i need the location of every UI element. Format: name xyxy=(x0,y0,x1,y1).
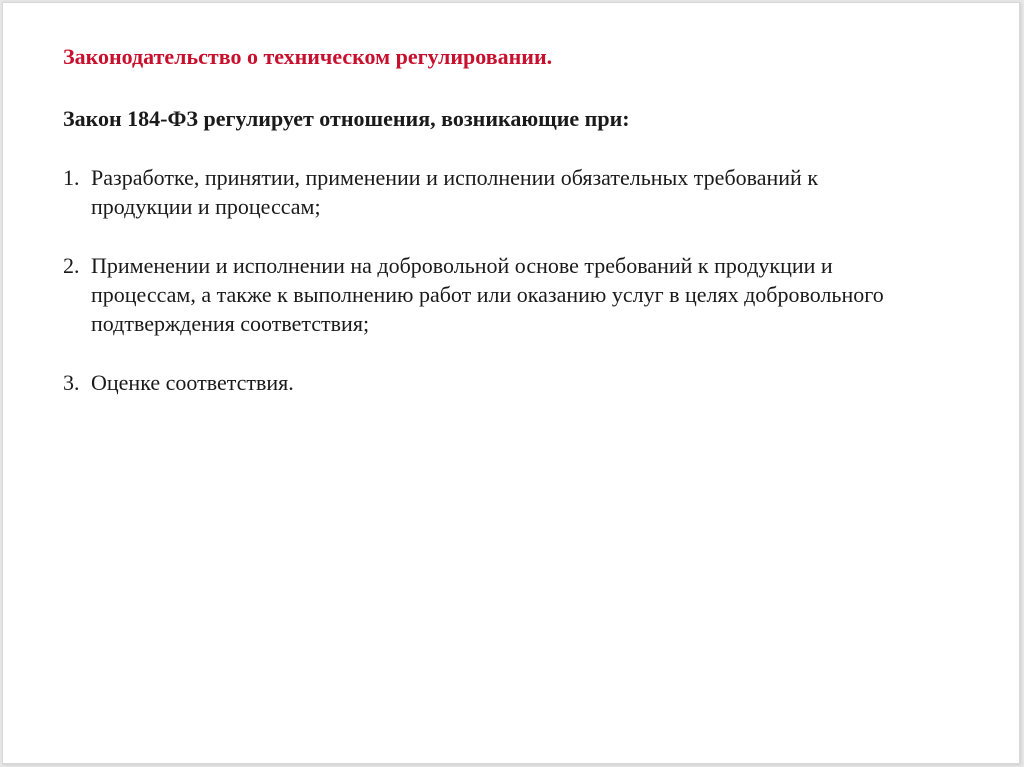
list-item-number: 2. xyxy=(63,253,80,278)
slide xyxy=(2,2,1020,764)
list-item-number: 3. xyxy=(63,370,80,395)
intro-text: Закон 184-ФЗ регулирует отношения, возникающие при: xyxy=(63,106,630,131)
list-item-number: 1. xyxy=(63,165,80,190)
list-item xyxy=(63,368,923,397)
list-item-text: Разработке, принятии, применении и исполнении обязательных требований к продукции и процессам; xyxy=(91,165,819,219)
list-item-text: Применении и исполнении на добровольной основе требований к продукции и процессам, а также к выполнению работ или оказанию услуг в целях добровольного подтверждения соответствия; xyxy=(91,253,884,336)
list-item xyxy=(63,163,923,221)
list-item xyxy=(63,251,923,338)
list-item-text: Оценке соответствия. xyxy=(91,370,294,395)
numbered-list xyxy=(63,163,923,397)
slide-content xyxy=(63,41,923,397)
slide-title: Законодательство о техническом регулировании. xyxy=(63,44,553,69)
